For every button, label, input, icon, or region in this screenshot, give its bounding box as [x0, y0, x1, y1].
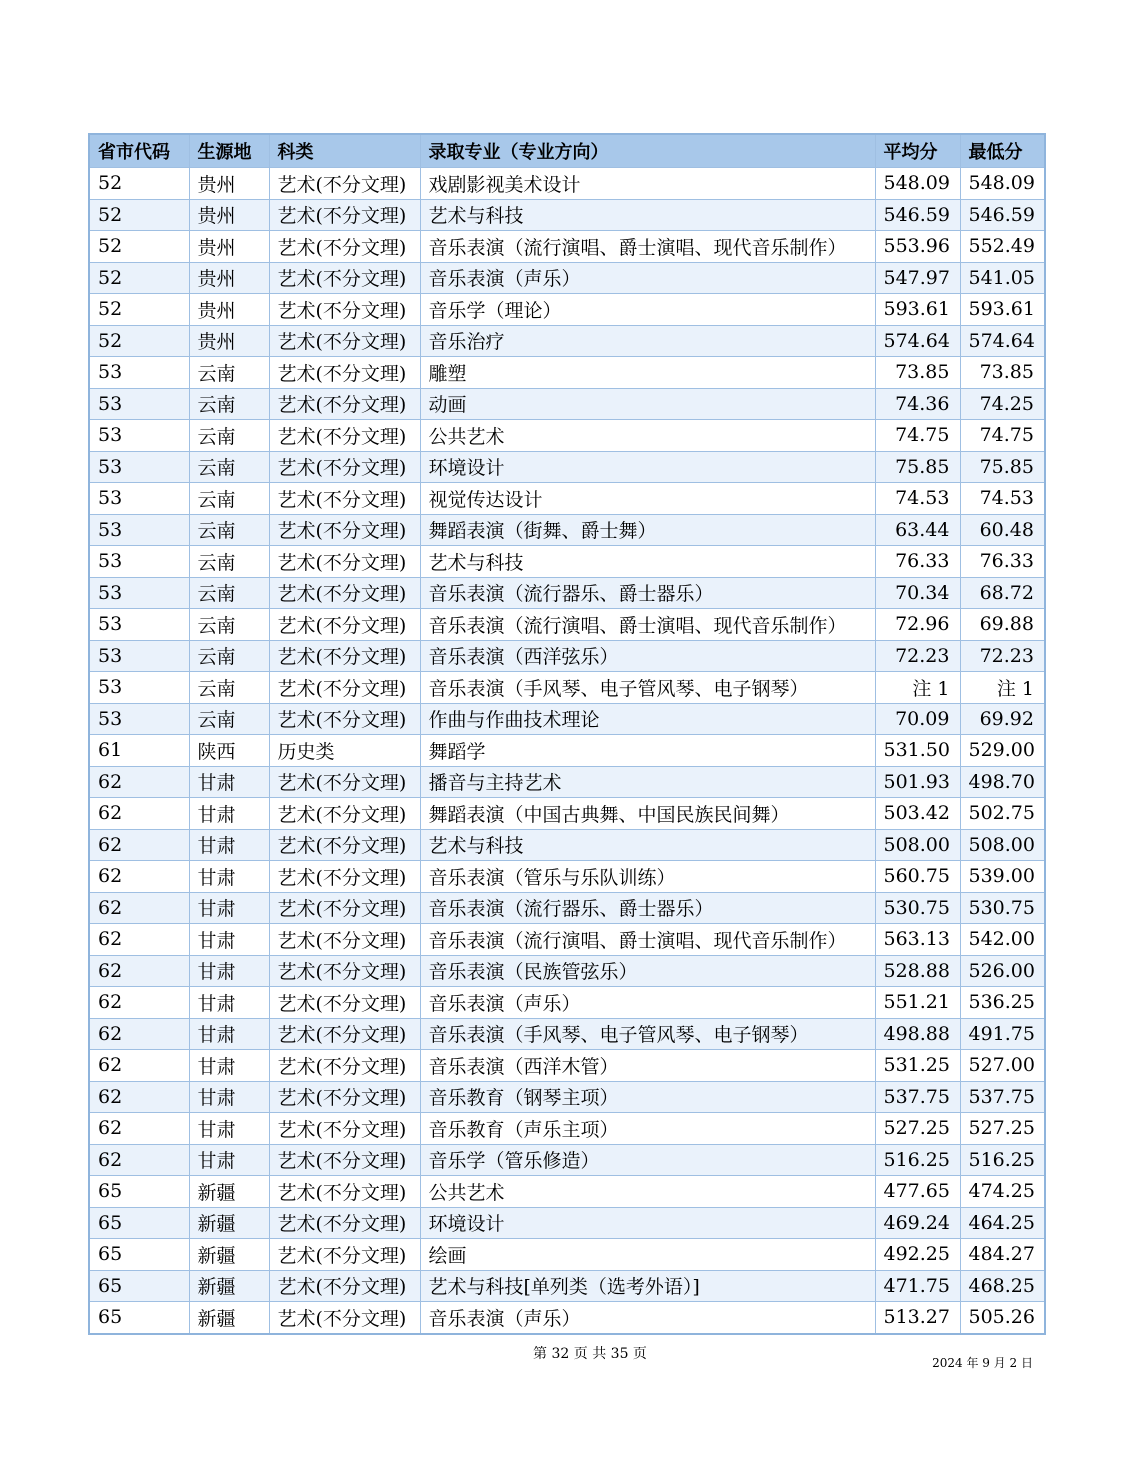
table-row: [89, 294, 1045, 326]
average-score-cell: 531.25: [875, 1050, 960, 1082]
minimum-score-cell: 508.00: [960, 829, 1045, 861]
average-score-cell: 553.96: [875, 231, 960, 263]
average-score-cell: 74.36: [875, 388, 960, 420]
province-code-cell: 53: [89, 703, 189, 735]
minimum-score-cell: 464.25: [960, 1207, 1045, 1239]
province-code-cell: 53: [89, 514, 189, 546]
page-number: 第 32 页 共 35 页: [533, 1346, 647, 1362]
major-cell: 音乐表演（声乐）: [420, 1302, 875, 1334]
origin-cell: 云南: [189, 451, 269, 483]
average-score-cell: 74.53: [875, 483, 960, 515]
average-score-cell: 593.61: [875, 294, 960, 326]
table-row: [89, 861, 1045, 893]
province-code-cell: 62: [89, 1050, 189, 1082]
category-cell: 艺术(不分文理): [269, 451, 420, 483]
province-code-cell: 52: [89, 294, 189, 326]
table-row: [89, 1081, 1045, 1113]
average-score-cell: 508.00: [875, 829, 960, 861]
category-cell: 艺术(不分文理): [269, 955, 420, 987]
province-code-cell: 62: [89, 1018, 189, 1050]
category-cell: 艺术(不分文理): [269, 1113, 420, 1145]
major-cell: 舞蹈表演（中国古典舞、中国民族民间舞）: [420, 798, 875, 830]
province-code-cell: 61: [89, 735, 189, 767]
average-score-cell: 546.59: [875, 199, 960, 231]
average-score-cell: 63.44: [875, 514, 960, 546]
minimum-score-cell: 73.85: [960, 357, 1045, 389]
origin-cell: 云南: [189, 672, 269, 704]
category-cell: 艺术(不分文理): [269, 388, 420, 420]
table-row: [89, 388, 1045, 420]
average-score-cell: 547.97: [875, 262, 960, 294]
average-score-cell: 477.65: [875, 1176, 960, 1208]
province-code-cell: 62: [89, 924, 189, 956]
origin-cell: 甘肃: [189, 1081, 269, 1113]
table-row: [89, 892, 1045, 924]
origin-cell: 甘肃: [189, 1050, 269, 1082]
average-score-cell: 537.75: [875, 1081, 960, 1113]
minimum-score-cell: 548.09: [960, 168, 1045, 200]
origin-cell: 甘肃: [189, 1113, 269, 1145]
average-score-cell: 530.75: [875, 892, 960, 924]
category-cell: 艺术(不分文理): [269, 609, 420, 641]
category-cell: 艺术(不分文理): [269, 766, 420, 798]
category-cell: 艺术(不分文理): [269, 861, 420, 893]
major-cell: 戏剧影视美术设计: [420, 168, 875, 200]
province-code-cell: 65: [89, 1176, 189, 1208]
province-code-cell: 52: [89, 262, 189, 294]
origin-cell: 云南: [189, 546, 269, 578]
major-cell: 音乐表演（流行演唱、爵士演唱、现代音乐制作）: [420, 609, 875, 641]
major-cell: 音乐表演（流行演唱、爵士演唱、现代音乐制作）: [420, 924, 875, 956]
table-row: [89, 168, 1045, 200]
major-cell: 音乐表演（声乐）: [420, 987, 875, 1019]
category-cell: 艺术(不分文理): [269, 546, 420, 578]
table-row: [89, 955, 1045, 987]
major-cell: 音乐表演（民族管弦乐）: [420, 955, 875, 987]
province-code-cell: 62: [89, 1113, 189, 1145]
major-cell: 公共艺术: [420, 420, 875, 452]
minimum-score-cell: 552.49: [960, 231, 1045, 263]
major-cell: 艺术与科技: [420, 829, 875, 861]
minimum-score-cell: 484.27: [960, 1239, 1045, 1271]
minimum-score-cell: 546.59: [960, 199, 1045, 231]
minimum-score-cell: 491.75: [960, 1018, 1045, 1050]
table-row: [89, 1018, 1045, 1050]
category-cell: 艺术(不分文理): [269, 168, 420, 200]
minimum-score-cell: 69.92: [960, 703, 1045, 735]
category-cell: 艺术(不分文理): [269, 1144, 420, 1176]
table-body: [89, 168, 1045, 1334]
province-code-cell: 53: [89, 546, 189, 578]
admission-scores-table-container: [88, 133, 1044, 1335]
table-row: [89, 325, 1045, 357]
category-cell: 艺术(不分文理): [269, 231, 420, 263]
province-code-cell: 53: [89, 609, 189, 641]
table-row: [89, 924, 1045, 956]
average-score-cell: 72.96: [875, 609, 960, 641]
province-code-cell: 65: [89, 1239, 189, 1271]
category-cell: 艺术(不分文理): [269, 1270, 420, 1302]
category-cell: 艺术(不分文理): [269, 1207, 420, 1239]
table-row: [89, 1239, 1045, 1271]
minimum-score-cell: 468.25: [960, 1270, 1045, 1302]
average-score-cell: 528.88: [875, 955, 960, 987]
category-cell: 艺术(不分文理): [269, 1239, 420, 1271]
major-cell: 公共艺术: [420, 1176, 875, 1208]
header-minimum-score: 最低分: [960, 134, 1045, 168]
average-score-cell: 527.25: [875, 1113, 960, 1145]
table-row: [89, 1050, 1045, 1082]
table-row: [89, 1270, 1045, 1302]
minimum-score-cell: 69.88: [960, 609, 1045, 641]
origin-cell: 贵州: [189, 294, 269, 326]
category-cell: 艺术(不分文理): [269, 1018, 420, 1050]
average-score-cell: 70.34: [875, 577, 960, 609]
origin-cell: 甘肃: [189, 924, 269, 956]
category-cell: 艺术(不分文理): [269, 640, 420, 672]
header-average-score: 平均分: [875, 134, 960, 168]
average-score-cell: 72.23: [875, 640, 960, 672]
origin-cell: 新疆: [189, 1176, 269, 1208]
average-score-cell: 73.85: [875, 357, 960, 389]
origin-cell: 贵州: [189, 231, 269, 263]
province-code-cell: 62: [89, 955, 189, 987]
origin-cell: 甘肃: [189, 798, 269, 830]
minimum-score-cell: 516.25: [960, 1144, 1045, 1176]
origin-cell: 甘肃: [189, 1144, 269, 1176]
province-code-cell: 62: [89, 798, 189, 830]
origin-cell: 云南: [189, 609, 269, 641]
major-cell: 音乐表演（手风琴、电子管风琴、电子钢琴）: [420, 672, 875, 704]
minimum-score-cell: 74.53: [960, 483, 1045, 515]
major-cell: 环境设计: [420, 451, 875, 483]
major-cell: 音乐教育（声乐主项）: [420, 1113, 875, 1145]
average-score-cell: 548.09: [875, 168, 960, 200]
minimum-score-cell: 574.64: [960, 325, 1045, 357]
minimum-score-cell: 74.75: [960, 420, 1045, 452]
category-cell: 艺术(不分文理): [269, 672, 420, 704]
province-code-cell: 62: [89, 1081, 189, 1113]
table-row: [89, 1302, 1045, 1334]
origin-cell: 甘肃: [189, 861, 269, 893]
major-cell: 音乐表演（声乐）: [420, 262, 875, 294]
average-score-cell: 469.24: [875, 1207, 960, 1239]
province-code-cell: 53: [89, 451, 189, 483]
origin-cell: 新疆: [189, 1270, 269, 1302]
province-code-cell: 53: [89, 672, 189, 704]
average-score-cell: 492.25: [875, 1239, 960, 1271]
category-cell: 艺术(不分文理): [269, 325, 420, 357]
minimum-score-cell: 502.75: [960, 798, 1045, 830]
origin-cell: 新疆: [189, 1207, 269, 1239]
minimum-score-cell: 593.61: [960, 294, 1045, 326]
province-code-cell: 65: [89, 1302, 189, 1334]
major-cell: 作曲与作曲技术理论: [420, 703, 875, 735]
table-row: [89, 672, 1045, 704]
province-code-cell: 62: [89, 829, 189, 861]
minimum-score-cell: 60.48: [960, 514, 1045, 546]
major-cell: 艺术与科技[单列类（选考外语）]: [420, 1270, 875, 1302]
province-code-cell: 62: [89, 987, 189, 1019]
category-cell: 艺术(不分文理): [269, 262, 420, 294]
average-score-cell: 74.75: [875, 420, 960, 452]
major-cell: 播音与主持艺术: [420, 766, 875, 798]
major-cell: 视觉传达设计: [420, 483, 875, 515]
document-date: 2024 年 9 月 2 日: [932, 1356, 1033, 1370]
header-category: 科类: [269, 134, 420, 168]
province-code-cell: 53: [89, 640, 189, 672]
province-code-cell: 62: [89, 1144, 189, 1176]
admission-scores-table: [88, 133, 1046, 1335]
average-score-cell: 471.75: [875, 1270, 960, 1302]
province-code-cell: 53: [89, 577, 189, 609]
table-row: [89, 514, 1045, 546]
minimum-score-cell: 498.70: [960, 766, 1045, 798]
province-code-cell: 62: [89, 861, 189, 893]
major-cell: 舞蹈表演（街舞、爵士舞）: [420, 514, 875, 546]
category-cell: 艺术(不分文理): [269, 577, 420, 609]
table-row: [89, 546, 1045, 578]
province-code-cell: 53: [89, 357, 189, 389]
average-score-cell: 70.09: [875, 703, 960, 735]
table-row: [89, 1207, 1045, 1239]
major-cell: 艺术与科技: [420, 546, 875, 578]
minimum-score-cell: 542.00: [960, 924, 1045, 956]
average-score-cell: 501.93: [875, 766, 960, 798]
major-cell: 环境设计: [420, 1207, 875, 1239]
major-cell: 音乐表演（西洋弦乐）: [420, 640, 875, 672]
minimum-score-cell: 541.05: [960, 262, 1045, 294]
origin-cell: 陕西: [189, 735, 269, 767]
origin-cell: 甘肃: [189, 766, 269, 798]
major-cell: 音乐表演（流行器乐、爵士器乐）: [420, 892, 875, 924]
average-score-cell: 513.27: [875, 1302, 960, 1334]
major-cell: 雕塑: [420, 357, 875, 389]
average-score-cell: 560.75: [875, 861, 960, 893]
origin-cell: 甘肃: [189, 829, 269, 861]
province-code-cell: 53: [89, 420, 189, 452]
origin-cell: 云南: [189, 577, 269, 609]
major-cell: 音乐学（理论）: [420, 294, 875, 326]
minimum-score-cell: 474.25: [960, 1176, 1045, 1208]
minimum-score-cell: 539.00: [960, 861, 1045, 893]
province-code-cell: 52: [89, 199, 189, 231]
average-score-cell: 75.85: [875, 451, 960, 483]
header-province-code: 省市代码: [89, 134, 189, 168]
table-row: [89, 420, 1045, 452]
origin-cell: 云南: [189, 703, 269, 735]
minimum-score-cell: 68.72: [960, 577, 1045, 609]
origin-cell: 甘肃: [189, 955, 269, 987]
origin-cell: 贵州: [189, 168, 269, 200]
province-code-cell: 65: [89, 1270, 189, 1302]
major-cell: 音乐表演（西洋木管）: [420, 1050, 875, 1082]
average-score-cell: 503.42: [875, 798, 960, 830]
header-major: 录取专业（专业方向）: [420, 134, 875, 168]
category-cell: 艺术(不分文理): [269, 483, 420, 515]
origin-cell: 新疆: [189, 1302, 269, 1334]
average-score-cell: 563.13: [875, 924, 960, 956]
minimum-score-cell: 530.75: [960, 892, 1045, 924]
category-cell: 艺术(不分文理): [269, 924, 420, 956]
category-cell: 艺术(不分文理): [269, 1050, 420, 1082]
origin-cell: 云南: [189, 388, 269, 420]
table-row: [89, 798, 1045, 830]
table-row: [89, 829, 1045, 861]
province-code-cell: 52: [89, 325, 189, 357]
category-cell: 艺术(不分文理): [269, 703, 420, 735]
major-cell: 艺术与科技: [420, 199, 875, 231]
major-cell: 音乐表演（管乐与乐队训练）: [420, 861, 875, 893]
major-cell: 音乐治疗: [420, 325, 875, 357]
major-cell: 绘画: [420, 1239, 875, 1271]
category-cell: 艺术(不分文理): [269, 892, 420, 924]
province-code-cell: 52: [89, 231, 189, 263]
major-cell: 音乐表演（流行器乐、爵士器乐）: [420, 577, 875, 609]
minimum-score-cell: 72.23: [960, 640, 1045, 672]
origin-cell: 云南: [189, 514, 269, 546]
table-row: [89, 703, 1045, 735]
table-row: [89, 451, 1045, 483]
minimum-score-cell: 527.25: [960, 1113, 1045, 1145]
table-row: [89, 735, 1045, 767]
origin-cell: 云南: [189, 357, 269, 389]
table-row: [89, 483, 1045, 515]
major-cell: 动画: [420, 388, 875, 420]
category-cell: 艺术(不分文理): [269, 199, 420, 231]
average-score-cell: 531.50: [875, 735, 960, 767]
category-cell: 艺术(不分文理): [269, 829, 420, 861]
province-code-cell: 65: [89, 1207, 189, 1239]
table-header-row: [89, 134, 1045, 168]
table-row: [89, 577, 1045, 609]
average-score-cell: 注 1: [875, 672, 960, 704]
minimum-score-cell: 注 1: [960, 672, 1045, 704]
major-cell: 音乐表演（手风琴、电子管风琴、电子钢琴）: [420, 1018, 875, 1050]
major-cell: 音乐学（管乐修造）: [420, 1144, 875, 1176]
province-code-cell: 53: [89, 483, 189, 515]
table-row: [89, 1144, 1045, 1176]
category-cell: 艺术(不分文理): [269, 514, 420, 546]
origin-cell: 云南: [189, 483, 269, 515]
origin-cell: 云南: [189, 420, 269, 452]
province-code-cell: 62: [89, 766, 189, 798]
origin-cell: 云南: [189, 640, 269, 672]
origin-cell: 甘肃: [189, 892, 269, 924]
table-row: [89, 987, 1045, 1019]
category-cell: 历史类: [269, 735, 420, 767]
origin-cell: 甘肃: [189, 1018, 269, 1050]
table-row: [89, 199, 1045, 231]
minimum-score-cell: 529.00: [960, 735, 1045, 767]
table-row: [89, 231, 1045, 263]
table-row: [89, 357, 1045, 389]
table-row: [89, 609, 1045, 641]
minimum-score-cell: 505.26: [960, 1302, 1045, 1334]
origin-cell: 贵州: [189, 199, 269, 231]
average-score-cell: 76.33: [875, 546, 960, 578]
category-cell: 艺术(不分文理): [269, 294, 420, 326]
table-row: [89, 1176, 1045, 1208]
origin-cell: 贵州: [189, 262, 269, 294]
province-code-cell: 53: [89, 388, 189, 420]
category-cell: 艺术(不分文理): [269, 987, 420, 1019]
minimum-score-cell: 76.33: [960, 546, 1045, 578]
category-cell: 艺术(不分文理): [269, 420, 420, 452]
table-row: [89, 262, 1045, 294]
average-score-cell: 551.21: [875, 987, 960, 1019]
major-cell: 音乐教育（钢琴主项）: [420, 1081, 875, 1113]
province-code-cell: 52: [89, 168, 189, 200]
origin-cell: 贵州: [189, 325, 269, 357]
origin-cell: 新疆: [189, 1239, 269, 1271]
minimum-score-cell: 536.25: [960, 987, 1045, 1019]
category-cell: 艺术(不分文理): [269, 357, 420, 389]
minimum-score-cell: 537.75: [960, 1081, 1045, 1113]
average-score-cell: 516.25: [875, 1144, 960, 1176]
minimum-score-cell: 74.25: [960, 388, 1045, 420]
header-origin: 生源地: [189, 134, 269, 168]
average-score-cell: 498.88: [875, 1018, 960, 1050]
province-code-cell: 62: [89, 892, 189, 924]
minimum-score-cell: 526.00: [960, 955, 1045, 987]
category-cell: 艺术(不分文理): [269, 1081, 420, 1113]
table-row: [89, 766, 1045, 798]
category-cell: 艺术(不分文理): [269, 798, 420, 830]
major-cell: 音乐表演（流行演唱、爵士演唱、现代音乐制作）: [420, 231, 875, 263]
table-row: [89, 1113, 1045, 1145]
major-cell: 舞蹈学: [420, 735, 875, 767]
origin-cell: 甘肃: [189, 987, 269, 1019]
average-score-cell: 574.64: [875, 325, 960, 357]
category-cell: 艺术(不分文理): [269, 1176, 420, 1208]
minimum-score-cell: 75.85: [960, 451, 1045, 483]
minimum-score-cell: 527.00: [960, 1050, 1045, 1082]
category-cell: 艺术(不分文理): [269, 1302, 420, 1334]
table-row: [89, 640, 1045, 672]
